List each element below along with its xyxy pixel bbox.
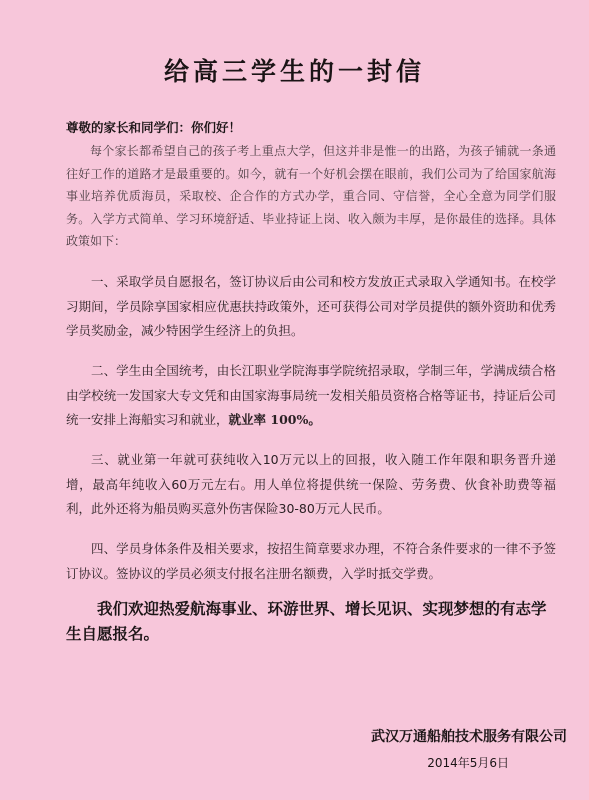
closing-statement: 我们欢迎热爱航海事业、环游世界、增长见识、实现梦想的有志学生自愿报名。 bbox=[66, 599, 547, 643]
letter-date: 2014年5月6日 bbox=[427, 756, 509, 770]
company-signature: 武汉万通船舶技术服务有限公司 bbox=[371, 729, 567, 745]
intro-paragraph: 每个家长都希望自己的孩子考上重点大学，但这并非是惟一的出路，为孩子铺就一条通往好工作的道路才是最重要的。如今，就有一个好机会摆在眼前，我们公司为了给国家航海事业培养优质海员，采取校、企合作的方式办学，重合同、守信誉，全心全意为同学们服务。入学方式简单、学习环境舒适、毕业持证上岗、收入颇为丰厚，是你最佳的选择。具体政策如下： bbox=[66, 144, 556, 248]
employment-rate: 就业率 100%。 bbox=[228, 412, 321, 427]
policy-paragraph-3: 三、就业第一年就可获纯收入10万元以上的回报，收入随工作年限和职务晋升递增，最高年纯收入60万元左右。用人单位将提供统一保险、劳务费、伙食补助费等福利，此外还将为船员购买意外伤害保险30-80万元人民币。 bbox=[66, 452, 556, 516]
policy-paragraph-2 bbox=[66, 359, 556, 433]
policy-paragraph-4: 四、学员身体条件及相关要求，按招生简章要求办理，不符合条件要求的一律不予签订协议。签协议的学员必须支付报名注册名额费，入学时抵交学费。 bbox=[66, 541, 556, 581]
policy-paragraph-1: 一、采取学员自愿报名，签订协议后由公司和校方发放正式录取入学通知书。在校学习期间，学员除享国家相应优惠扶持政策外，还可获得公司对学员提供的额外资助和优秀学员奖励金，减少特困学生经济上的负担。 bbox=[66, 274, 556, 338]
letter-title: 给高三学生的一封信 bbox=[163, 57, 425, 86]
letter-greeting: 尊敬的家长和同学们：你们好！ bbox=[66, 120, 242, 135]
policy-2-text: 二、学生由全国统考，由长江职业学院海事学院统招录取，学制三年，学满成绩合格由学校统一发国家大专文凭和由国家海事局统一发相关船员资格合格等证书，持证后公司统一安排上海船实习和就业， bbox=[66, 363, 556, 427]
